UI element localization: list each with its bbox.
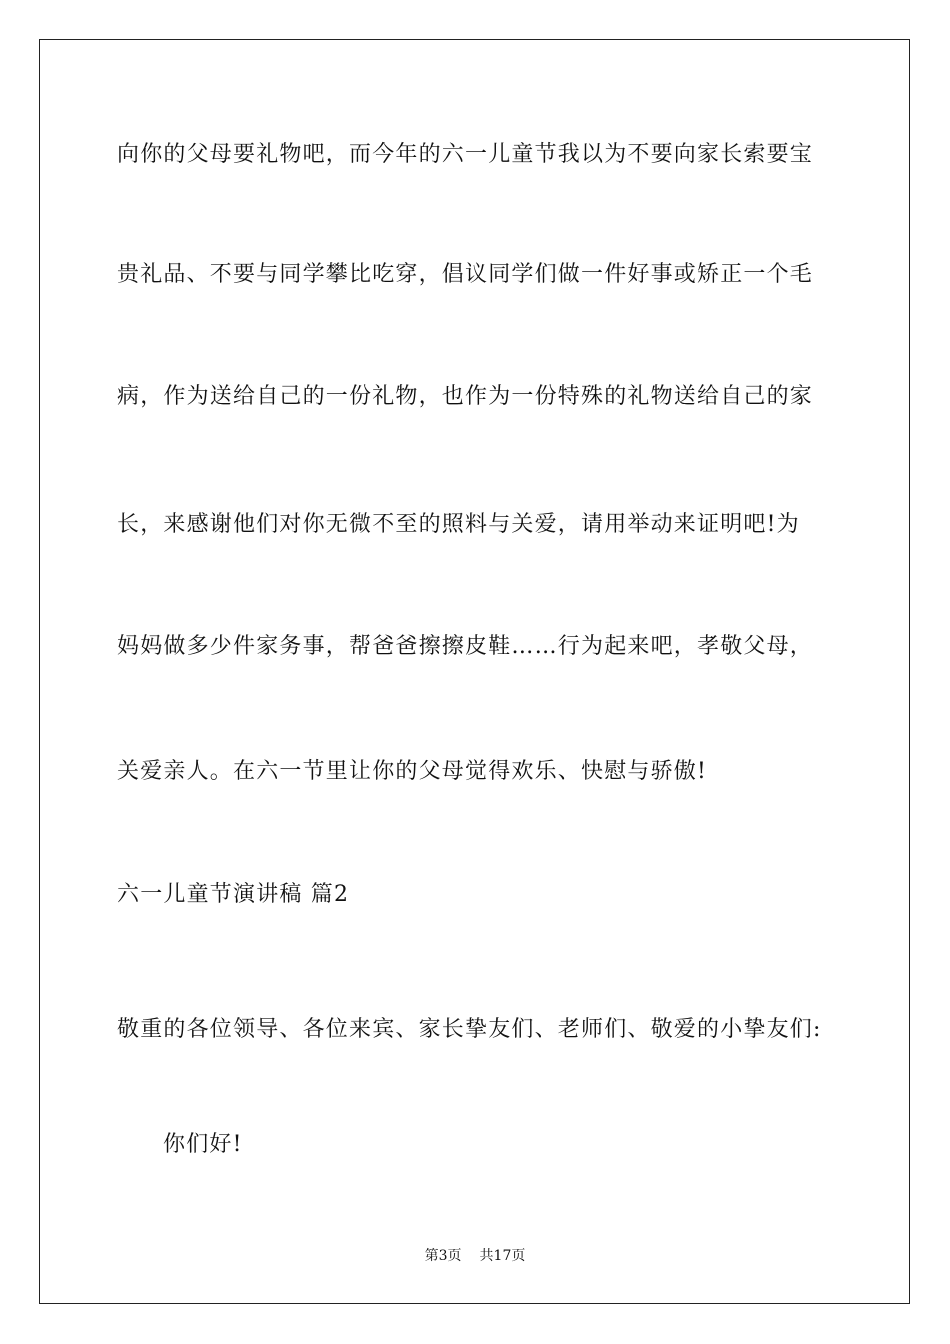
page-border: [39, 39, 910, 1304]
greeting-line: 你们好!: [163, 1132, 243, 1157]
page-total: 共17页: [479, 1248, 526, 1264]
paragraph-line-6: 关爱亲人。在六一节里让你的父母觉得欢乐、快慰与骄傲!: [117, 759, 708, 784]
paragraph-line-2: 贵礼品、不要与同学攀比吃穿，倡议同学们做一件好事或矫正一个毛: [117, 262, 814, 287]
paragraph-line-1: 向你的父母要礼物吧，而今年的六一儿童节我以为不要向家长索要宝: [117, 142, 814, 167]
page-footer: [0, 1247, 950, 1265]
salutation-line: 敬重的各位领导、各位来宾、家长挚友们、老师们、敬爱的小挚友们:: [117, 1017, 822, 1042]
page-number: 第3页: [424, 1248, 462, 1264]
paragraph-line-4: 长，来感谢他们对你无微不至的照料与关爱，请用举动来证明吧!为: [117, 512, 800, 537]
paragraph-line-3: 病，作为送给自己的一份礼物，也作为一份特殊的礼物送给自己的家: [117, 384, 814, 409]
paragraph-line-5: 妈妈做多少件家务事，帮爸爸擦擦皮鞋……行为起来吧，孝敬父母，: [117, 634, 814, 659]
section-heading: 六一儿童节演讲稿 篇2: [117, 882, 350, 907]
